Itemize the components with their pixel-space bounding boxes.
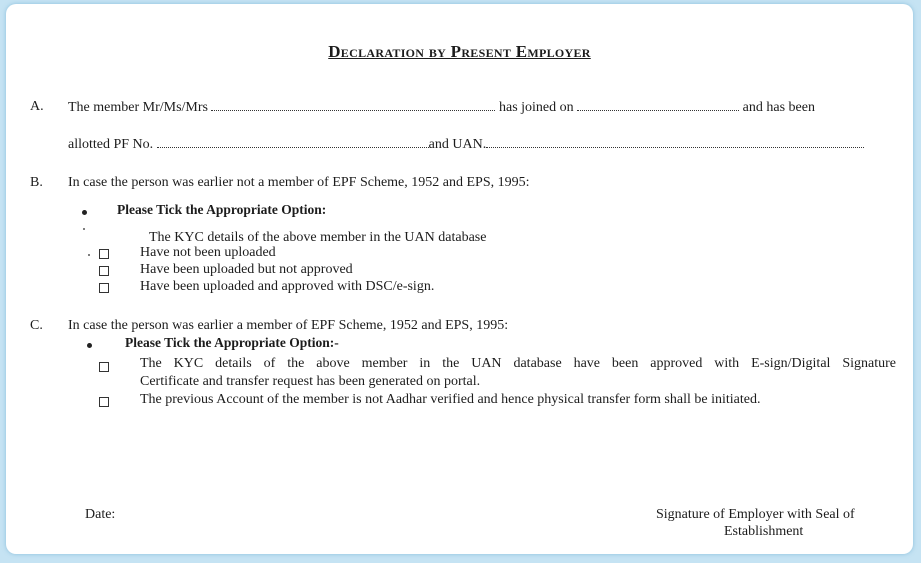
option-not-uploaded: Have not been uploaded — [140, 245, 276, 260]
section-c-heading: In case the person was earlier a member of EPF Scheme, 1952 and EPS, 1995: — [68, 318, 509, 333]
option-uploaded-not-approved: Have been uploaded but not approved — [140, 262, 353, 277]
section-a-line1 — [68, 99, 900, 116]
section-a-letter: A. — [30, 99, 44, 114]
member-name-label: The member Mr/Ms/Mrs — [68, 100, 208, 115]
checkbox-uploaded-not-approved[interactable] — [99, 266, 109, 276]
checkbox-physical-transfer[interactable] — [99, 397, 109, 407]
signature-label: Signature of Employer with Seal of — [656, 507, 855, 522]
form-title: Declaration by Present Employer — [328, 42, 591, 61]
section-c-tick-label: Please Tick the Appropriate Option:- — [125, 335, 339, 350]
date-label: Date: — [85, 507, 116, 522]
section-b-letter: B. — [30, 175, 43, 190]
checkbox-kyc-approved[interactable] — [99, 362, 109, 372]
pf-no-blank[interactable] — [157, 136, 429, 148]
bullet-icon — [82, 210, 87, 215]
joined-date-blank[interactable] — [577, 99, 739, 111]
uan-blank[interactable] — [486, 136, 864, 148]
dot-mark — [83, 228, 85, 230]
option-kyc-approved-line2: Certificate and transfer request has been generated on portal. — [140, 374, 481, 389]
pf-no-label: allotted PF No. — [68, 137, 154, 152]
checkbox-not-uploaded[interactable] — [99, 249, 109, 259]
and-has-been-label: and has been — [742, 100, 815, 115]
establishment-label: Establishment — [724, 524, 804, 539]
kyc-statement: The KYC details of the above member in the UAN database — [149, 230, 487, 245]
section-a-line2 — [68, 136, 864, 153]
bullet-icon — [87, 343, 92, 348]
member-name-blank[interactable] — [211, 99, 495, 111]
dot-mark — [88, 254, 90, 256]
joined-on-label: has joined on — [498, 100, 574, 115]
declaration-form — [6, 4, 913, 554]
checkbox-uploaded-approved[interactable] — [99, 283, 109, 293]
section-c-letter: C. — [30, 318, 43, 333]
option-uploaded-approved: Have been uploaded and approved with DSC/e-sign. — [140, 279, 435, 294]
section-b-tick-label: Please Tick the Appropriate Option: — [117, 202, 327, 217]
section-b-heading: In case the person was earlier not a member of EPF Scheme, 1952 and EPS, 1995: — [68, 175, 530, 190]
option-kyc-approved-line1: The KYC details of the above member in the UAN database have been approved with E-sign/Digital Signature — [140, 356, 896, 371]
uan-label: and UAN. — [428, 137, 487, 152]
option-physical-transfer: The previous Account of the member is not Aadhar verified and hence physical transfer form shall be initiated. — [140, 392, 761, 407]
